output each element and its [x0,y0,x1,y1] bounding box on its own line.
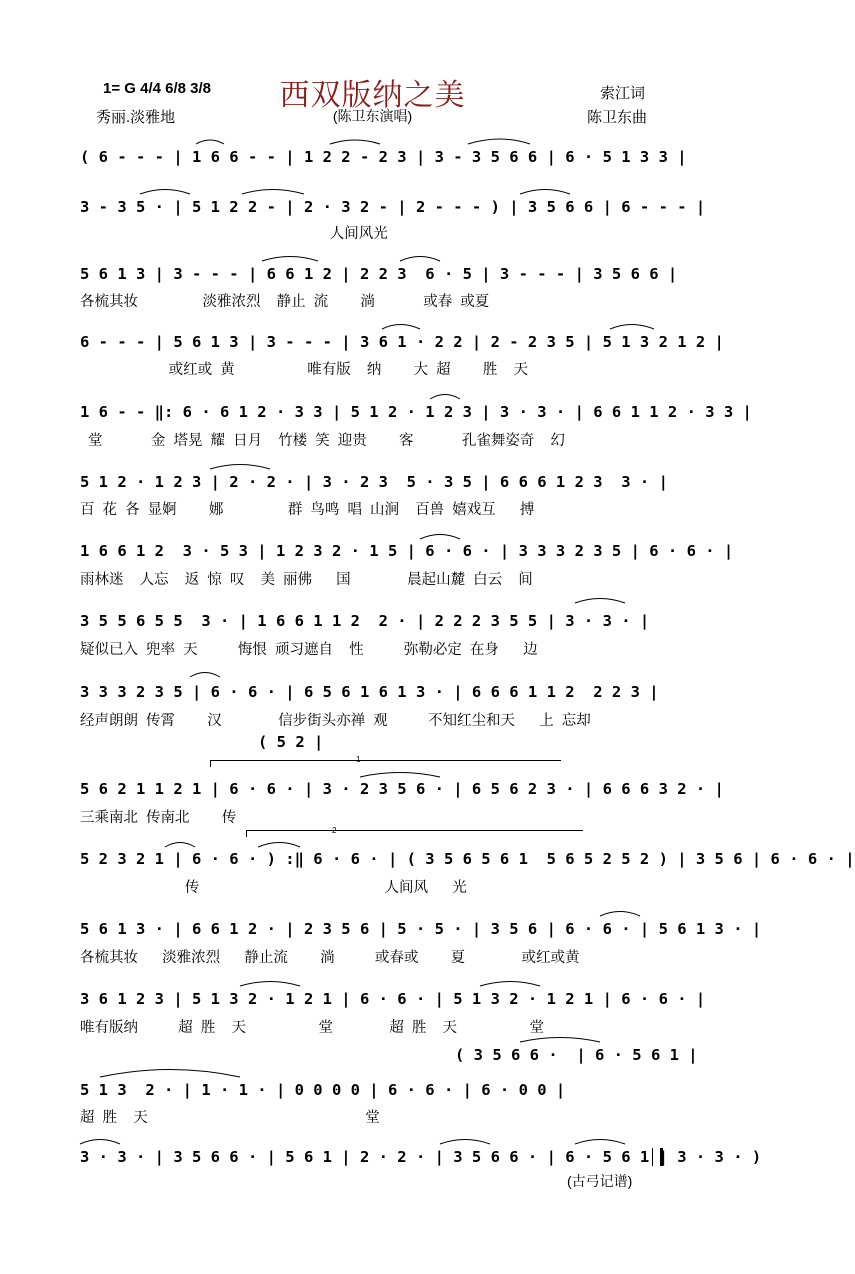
slur-arc [610,325,654,330]
score-line-5-notes: 1 6 - - ‖: 6 · 6 1 2 · 3 3 | 5 1 2 · 1 2 3 | 3 · 3 · | 6 6 1 1 2 · 3 3 | [80,403,752,421]
slur-arc [330,140,380,144]
score-line-14-lyrics: 超 胜 天 堂 [80,1110,380,1126]
tempo-marking: 秀丽.淡雅地 [96,109,176,126]
slur-arc [196,140,224,144]
singer-credit: (陈卫东演唱) [332,108,413,124]
score-line-3-lyrics: 各梳其妆 淡雅浓烈 静止 流 淌 或春 或夏 [80,294,490,310]
score-line-14-notes: 5 1 3 2 · | 1 · 1 · | 0 0 0 0 | 6 · 6 · | 6 · 0 0 | [80,1081,566,1099]
slur-arc [575,599,625,604]
score-line-8-lyrics: 疑似已入 兜率 天 悔恨 顽习遮自 性 弥勒必定 在身 边 [80,642,538,658]
slur-arc [242,190,304,195]
song-title: 西双版纳之美 [279,79,466,112]
score-line-5-lyrics: 堂 金 塔晃 耀 日月 竹楼 笑 迎贵 客 孔雀舞姿奇 幻 [80,433,565,449]
slur-arc [520,1038,600,1043]
score-line-11-lyrics: 传 人间风 光 [80,880,467,896]
slur-arc [400,257,440,262]
slur-arc [440,1140,490,1145]
score-line-2-lyrics: 人间风光 [80,226,388,242]
composer-credit: 陈卫东曲 [587,109,648,126]
volta-1-number: 1 [356,755,361,764]
score-line-6-lyrics: 百 花 各 显婀 娜 群 鸟鸣 唱 山涧 百兽 嬉戏互 搏 [80,502,535,518]
score-line-1-notes: ( 6 - - - | 1 6 6 - - | 1 2 2 - 2 3 | 3 - 3 5 6 6 | 6 · 5 1 3 3 | [80,148,687,166]
score-line-7-lyrics: 雨林迷 人忘 返 惊 叹 美 丽佛 国 晨起山麓 白云 间 [80,572,533,588]
score-line-9-notes: 3 3 3 2 3 5 | 6 · 6 · | 6 5 6 1 6 1 3 · | 6 6 6 1 1 2 2 2 3 | [80,683,659,701]
score-line-11-notes: 5 2 3 2 1 | 6 · 6 · ) :‖ 6 · 6 · | ( 3 5 6 5 6 1 5 6 5 2 5 2 ) | 3 5 6 | 6 · 6 · | [80,850,855,868]
score-line-6-notes: 5 1 2 · 1 2 3 | 2 · 2 · | 3 · 2 3 5 · 3 5 | 6 6 6 1 2 3 3 · | [80,473,668,491]
slur-arc [575,1140,625,1145]
slur-arc [100,1070,240,1078]
slur-arc [420,535,460,540]
slur-arc [80,1140,120,1145]
slur-arc [382,325,420,330]
volta-1-prefix: ( 5 2 | [258,733,324,751]
slur-arc [190,673,220,678]
slur-arc [140,190,190,195]
slur-arc [210,465,270,470]
score-line-4-notes: 6 - - - | 5 6 1 3 | 3 - - - | 3 6 1 · 2 2 | 2 - 2 3 5 | 5 1 3 2 1 2 | [80,333,724,351]
transcriber-credit: (古弓记谱) [567,1173,633,1189]
slur-arc [262,257,318,262]
key-signature: 1= G 4/4 6/8 3/8 [103,80,211,97]
score-line-3-notes: 5 6 1 3 | 3 - - - | 6 6 1 2 | 2 2 3 6 · 5 | 3 - - - | 3 5 6 6 | [80,265,678,283]
ending-intro-prefix: ( 3 5 6 6 · | 6 · 5 6 1 | [455,1046,698,1064]
slur-arc [468,139,530,144]
lyricist-credit: 索江词 [600,85,646,102]
score-line-7-notes: 1 6 6 1 2 3 · 5 3 | 1 2 3 2 · 1 5 | 6 · 6 · | 3 3 3 2 3 5 | 6 · 6 · | [80,542,734,560]
slur-arc [360,773,440,778]
score-line-13-lyrics: 唯有版纳 超 胜 天 堂 超 胜 天 堂 [80,1020,545,1036]
slur-arc [258,843,300,848]
score-line-15-notes: 3 · 3 · | 3 5 6 6 · | 5 6 1 | 2 · 2 · | 3 5 6 6 · | 6 · 5 6 1 | 3 · 3 · ) [80,1148,762,1166]
slur-arc [520,190,570,195]
slur-arc [165,843,195,848]
slur-arc [480,982,540,987]
score-line-2-notes: 3 - 3 5 · | 5 1 2 2 - | 2 · 3 2 - | 2 - - - ) | 3 5 6 6 | 6 - - - | [80,198,706,216]
slur-arc [240,982,300,987]
score-line-8-notes: 3 5 5 6 5 5 3 · | 1 6 6 1 1 2 2 · | 2 2 2 3 5 5 | 3 · 3 · | [80,612,650,630]
slur-arc [600,912,640,917]
score-line-10-notes: 5 6 2 1 1 2 1 | 6 · 6 · | 3 · 2 3 5 6 · | 6 5 6 2 3 · | 6 6 6 3 2 · | [80,780,724,798]
score-line-12-notes: 5 6 1 3 · | 6 6 1 2 · | 2 3 5 6 | 5 · 5 · | 3 5 6 | 6 · 6 · | 5 6 1 3 · | [80,920,762,938]
slur-arc [430,395,460,400]
score-line-9-lyrics: 经声朗朗 传霄 汉 信步街头亦禅 观 不知红尘和天 上 忘却 [80,713,591,729]
volta-2-number: 2 [332,826,337,835]
score-line-4-lyrics: 或红或 黄 唯有版 纳 大 超 胜 天 [80,362,528,378]
score-line-12-lyrics: 各梳其妆 淡雅浓烈 静止流 淌 或春或 夏 或红或黄 [80,950,580,966]
score-line-10-lyrics: 三乘南北 传南北 传 [80,810,237,826]
score-line-13-notes: 3 6 1 2 3 | 5 1 3 2 · 1 2 1 | 6 · 6 · | 5 1 3 2 · 1 2 1 | 6 · 6 · | [80,990,706,1008]
